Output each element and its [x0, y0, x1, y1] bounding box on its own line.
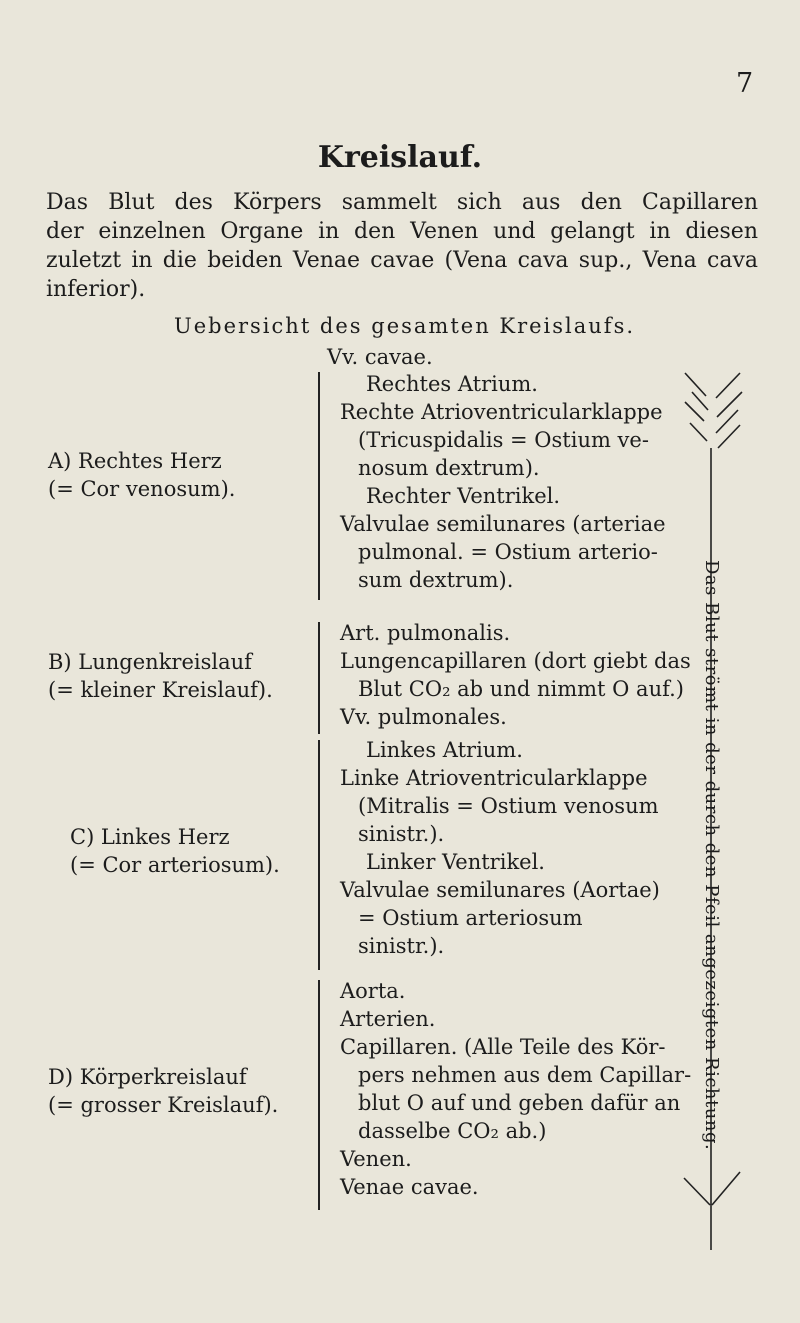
label-line: C) Linkes Herz: [70, 825, 230, 849]
arrow-stroke: [685, 402, 704, 421]
item: Rechter Ventrikel.: [366, 484, 561, 508]
label-line: A) Rechtes Herz: [48, 449, 222, 473]
item: Linker Ventrikel.: [366, 850, 545, 874]
item: Vv. pulmonales.: [340, 705, 507, 729]
item: Venae cavae.: [340, 1175, 479, 1199]
intro-line: der einzelnen Organe in den Venen und gelangt in diesen: [46, 219, 758, 244]
item: Lungencapillaren (dort giebt das: [340, 649, 691, 673]
page-number: 7: [736, 68, 754, 99]
item: Art. pulmonalis.: [340, 621, 511, 645]
arrow-stroke: [690, 423, 707, 441]
item: Blut CO₂ ab und nimmt O auf.): [358, 677, 684, 701]
label-line: (= Cor venosum).: [48, 477, 236, 501]
item: = Ostium arteriosum: [358, 906, 583, 930]
item: Valvulae semilunares (Aortae): [340, 878, 660, 902]
item: (Tricuspidalis = Ostium ve-: [358, 428, 649, 452]
label-line: B) Lungenkreislauf: [48, 650, 252, 674]
overview-heading: Uebersicht des gesamten Kreislaufs.: [174, 314, 636, 338]
item: Arterien.: [340, 1007, 436, 1031]
item: sum dextrum).: [358, 568, 514, 592]
label-line: (= grosser Kreislauf).: [48, 1093, 279, 1117]
arrow-stroke: [685, 373, 706, 396]
item: dasselbe CO₂ ab.): [358, 1119, 547, 1143]
item: nosum dextrum).: [358, 456, 540, 480]
intro-line: Das Blut des Körpers sammelt sich aus den Capillaren: [46, 190, 758, 215]
page-title: Kreislauf.: [317, 140, 483, 175]
item: Valvulae semilunares (arteriae: [340, 512, 666, 536]
item: sinistr.).: [358, 822, 445, 846]
label-line: (= kleiner Kreislauf).: [48, 678, 273, 702]
vertical-flow-note: Das Blut strömt in der durch den Pfeil angezeigten Richtung.: [701, 560, 722, 1151]
item: blut O auf und geben dafür an: [358, 1091, 681, 1115]
intro-line: inferior).: [46, 277, 146, 302]
item: pulmonal. = Ostium arterio-: [358, 540, 658, 564]
label-line: D) Körperkreislauf: [48, 1065, 247, 1089]
item: Linke Atrioventricularklappe: [340, 766, 648, 790]
item: Rechte Atrioventricularklappe: [340, 400, 663, 424]
item: Venen.: [340, 1147, 412, 1171]
arrow-stroke: [684, 1178, 710, 1205]
item: Rechtes Atrium.: [366, 372, 538, 396]
label-line: (= Cor arteriosum).: [70, 853, 280, 877]
item: Linkes Atrium.: [366, 738, 523, 762]
arrow-stroke: [717, 392, 742, 417]
item: Aorta.: [340, 979, 406, 1003]
arrow-stroke: [712, 1172, 740, 1205]
item: Capillaren. (Alle Teile des Kör-: [340, 1035, 666, 1059]
intro-line: zuletzt in die beiden Venae cavae (Vena cava sup., Vena cava: [46, 248, 758, 273]
item: sinistr.).: [358, 934, 445, 958]
top-item: Vv. cavae.: [327, 345, 433, 369]
item: (Mitralis = Ostium venosum: [358, 794, 659, 818]
item: pers nehmen aus dem Capillar-: [358, 1063, 692, 1087]
arrow-stroke: [716, 373, 740, 398]
